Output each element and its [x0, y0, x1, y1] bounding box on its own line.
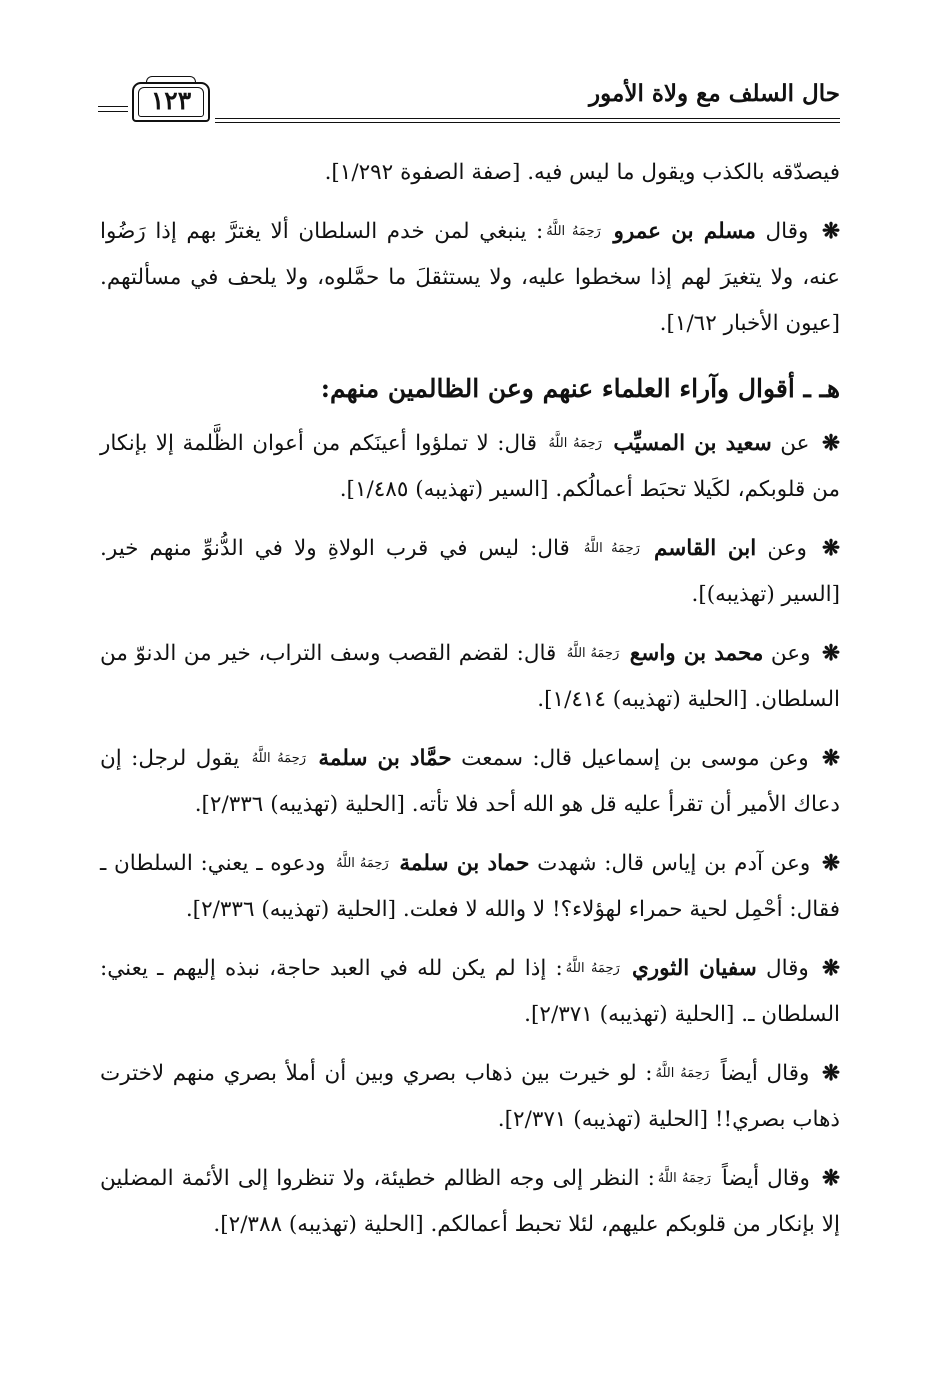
- paragraph: [100, 209, 840, 347]
- citation: [صفة الصفوة ١/٢٩٢].: [324, 160, 521, 185]
- scholar-name: مسلم بن عمرو: [613, 219, 756, 244]
- honorific-glyph: رَحِمَهُ اللَّهُ: [657, 1171, 711, 1186]
- scholar-name: محمد بن واسع: [629, 641, 764, 666]
- paragraph: [100, 1156, 840, 1248]
- bullet-star-icon: ❋: [821, 1166, 840, 1191]
- paragraph: [100, 150, 840, 196]
- header-rule-short: [98, 106, 128, 107]
- honorific-glyph: رَحِمَهُ اللَّهُ: [546, 224, 601, 239]
- bullet-star-icon: ❋: [821, 851, 840, 876]
- header-rule: [215, 122, 840, 123]
- paragraph-lead: وقال أيضاً: [721, 1166, 810, 1191]
- citation: [عيون الأخبار ١/٦٢].: [659, 311, 840, 336]
- paragraph: [100, 841, 840, 933]
- running-header: [98, 74, 840, 124]
- citation: [الحلية (تهذيبه) ٢/٣٨٨].: [213, 1212, 424, 1237]
- scholar-name: حمَّاد بن سلمة: [318, 746, 452, 771]
- honorific-glyph: رَحِمَهُ اللَّهُ: [565, 961, 620, 976]
- honorific-glyph: رَحِمَهُ اللَّهُ: [548, 436, 602, 451]
- honorific-glyph: رَحِمَهُ اللَّهُ: [336, 856, 389, 871]
- section-heading: هـ ـ أقوال وآراء العلماء عنهم وعن الظالمين منهم:: [320, 374, 840, 403]
- bullet-star-icon: ❋: [821, 431, 840, 456]
- paragraph-text: : لو خيرت بين ذهاب بصري وبين أن أملأ بصري منهم لاخترت ذهاب بصري!!: [100, 1061, 840, 1132]
- paragraph: [100, 736, 840, 828]
- paragraph-text: قال: لا تملؤوا أعينَكم من أعوان الظَّلمة إلا بإنكار من قلوبكم، لكَيلا تحبَط أعمالُكم.: [100, 431, 840, 502]
- paragraph-text: : ينبغي لمن خدم السلطان ألا يغترَّ بهم إذا رَضُوا عنه، ولا يتغيرَ لهم إذا سخطوا عليه، ولا يستثقلَ ما حمَّلوه، ولا يلحف في مسألتهم.: [100, 219, 840, 290]
- honorific-glyph: رَحِمَهُ اللَّهُ: [566, 646, 620, 661]
- paragraph-text: : النظر إلى وجه الظالم خطيئة، ولا تنظروا إلى الأئمة المضلين إلا بإنكار من قلوبكم عليهم، لئلا تحبط أعمالكم.: [100, 1166, 840, 1237]
- honorific-glyph: رَحِمَهُ اللَّهُ: [251, 751, 307, 766]
- citation: [السير (تهذيبه)].: [691, 582, 840, 607]
- paragraph-text: قال: ليس في قرب الولاةِ ولا في الدُّنوِّ منهم خير.: [100, 536, 570, 561]
- paragraph: [100, 526, 840, 618]
- bullet-star-icon: ❋: [822, 1061, 841, 1086]
- paragraph-text: ودعوه ـ يعني: السلطان ـ فقال: أحْمِل لحية حمراء لهؤلاء؟! لا والله لا فعلت.: [100, 851, 840, 922]
- honorific-glyph: رَحِمَهُ اللَّهُ: [655, 1066, 710, 1081]
- citation: [الحلية (تهذيبه) ٢/٣٣٦].: [194, 792, 405, 817]
- paragraph-lead: وعن آدم بن إياس قال: شهدت: [537, 851, 811, 876]
- citation: [الحلية (تهذيبه) ٢/٣٧١].: [524, 1002, 735, 1027]
- paragraph-lead: وعن موسى بن إسماعيل قال: سمعت: [461, 746, 809, 771]
- paragraph-lead: وعن: [767, 536, 807, 561]
- page-number-frame: [132, 82, 210, 122]
- paragraph: [100, 1051, 840, 1143]
- bullet-star-icon: ❋: [821, 746, 840, 771]
- paragraph-text: : إذا لم يكن لله في العبد حاجة، نبذه إليهم ـ يعني: السلطان ـ.: [100, 956, 840, 1027]
- paragraph-lead: وعن: [770, 641, 811, 666]
- paragraph: [100, 421, 840, 513]
- citation: [السير (تهذيبه) ١/٤٨٥].: [339, 477, 549, 502]
- bullet-star-icon: ❋: [821, 956, 840, 981]
- paragraph-lead: عن: [780, 431, 810, 456]
- header-rule-short: [98, 111, 128, 112]
- scholar-name: سعيد بن المسيِّب: [613, 431, 772, 456]
- paragraph-lead: وقال: [765, 956, 809, 981]
- bullet-star-icon: ❋: [822, 219, 841, 244]
- bullet-star-icon: ❋: [821, 536, 840, 561]
- scholar-name: سفيان الثوري: [631, 956, 757, 981]
- paragraph: [100, 631, 840, 723]
- scholar-name: ابن القاسم: [653, 536, 757, 561]
- chapter-title: حال السلف مع ولاة الأمور: [589, 80, 840, 107]
- paragraph-text: فيصدّقه بالكذب ويقول ما ليس فيه.: [527, 160, 840, 185]
- paragraph: [100, 946, 840, 1038]
- header-rule: [215, 118, 840, 119]
- bullet-star-icon: ❋: [821, 641, 840, 666]
- citation: [الحلية (تهذيبه) ٢/٣٣٦].: [185, 897, 397, 922]
- paragraph-lead: وقال: [765, 219, 809, 244]
- paragraph-lead: وقال أيضاً: [720, 1061, 810, 1086]
- scholar-name: حماد بن سلمة: [399, 851, 530, 876]
- citation: [الحلية (تهذيبه) ٢/٣٧١].: [497, 1107, 709, 1132]
- paragraph-text: قال: لقضم القصب وسف التراب، خير من الدنوّ من السلطان.: [100, 641, 840, 712]
- paragraph-text: يقول لرجل: إن دعاك الأمير أن تقرأ عليه قل هو الله أحد فلا تأته.: [100, 746, 840, 817]
- page-body: [100, 150, 840, 1261]
- page-number: ١٢٣: [150, 86, 192, 115]
- citation: [الحلية (تهذيبه) ١/٤١٤].: [537, 687, 748, 712]
- honorific-glyph: رَحِمَهُ اللَّهُ: [583, 541, 640, 556]
